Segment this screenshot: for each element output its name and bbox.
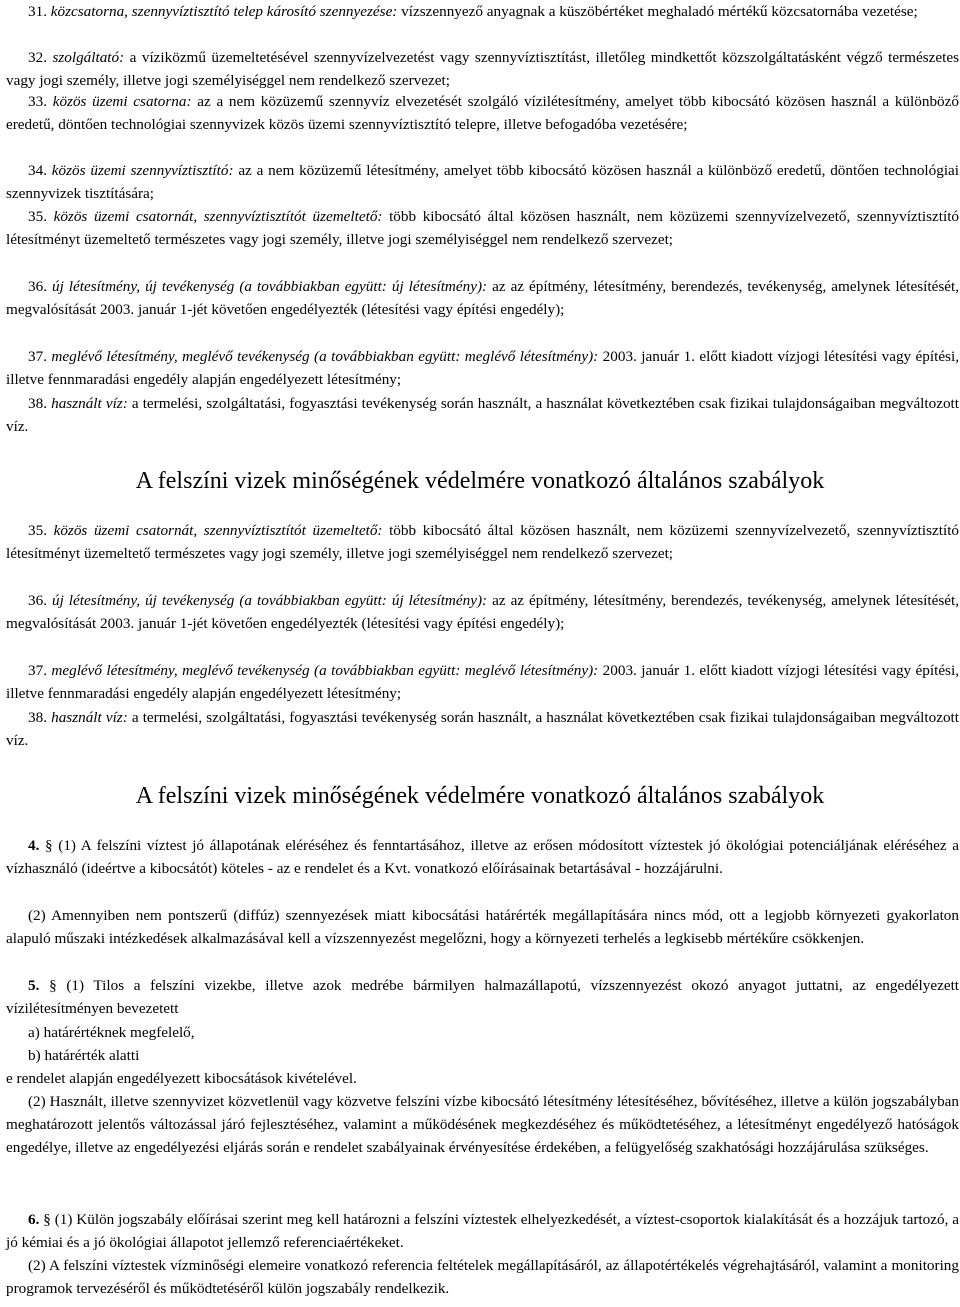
list-label: a) xyxy=(28,1024,40,1041)
paragraph-6 xyxy=(6,1208,959,1254)
definition-text: vízszennyező anyagnak a küszöbértéket meghaladó mértékű közcsatornába vezetése; xyxy=(397,3,918,20)
definition-number: 32. xyxy=(28,49,47,66)
definition-number: 35. xyxy=(28,522,47,539)
definition-text: a termelési, szolgáltatási, fogyasztási tevékenység során használt, a használat következtében csak fizikai tulajdonságaiban megváltozott víz. xyxy=(6,395,959,436)
definition-text: az a nem közüzemű szennyvíz elvezetését szolgáló vízilétesítmény, amelyet több kibocsátó közösen használ a különböző eredetű, döntően technológiai szennyvizek közös üzemi szennyvíztisztító telepre, illetve befogadóba vezetésére; xyxy=(6,93,959,134)
paragraph-6-2: (2) A felszíni víztestek vízminőségi elemeire vonatkozó referencia feltételek megállapításáról, az állapotértékelés végrehajtásáról, valamint a monitoring programok tervezéséről és működtetéséről külön jogszabály rendelkezik. xyxy=(6,1257,959,1298)
paragraph-number: 4. xyxy=(28,837,40,854)
definition-number: 38. xyxy=(28,709,47,726)
definition-text: a víziközmű üzemeltetésével szennyvízelvezetést vagy szennyvíztisztítást, illetőleg mindkettőt közszolgáltatásként végző természetes vagy jogi személy, illetve jogi személyiséggel nem rendelkező szervezet; xyxy=(6,49,959,90)
paragraph-text: (1) Tilos a felszíni vizekbe, illetve azok medrébe bármilyen halmazállapotú, vízszennyezést okozó anyagot juttatni, az engedélyezett vízilétesítményen bevezetett xyxy=(6,977,960,1018)
definition-number: 37. xyxy=(28,348,47,365)
definition-number: 38. xyxy=(28,395,47,412)
definition-text: több kibocsátó által közösen használt, nem közüzemi szennyvízelvezető, szennyvíztisztító létesítményt üzemeltető természetes vagy jogi személy, illetve jogi személyiséggel nem rendelkező szervezet; xyxy=(6,208,960,249)
section-sign: § xyxy=(49,977,57,994)
definition-text: az a nem közüzemű létesítmény, amelyet több kibocsátó közösen használ a különböző eredetű, döntően technológiai szennyvizek tisztítására; xyxy=(6,162,960,203)
definition-38-repeat xyxy=(6,706,959,752)
section-sign: § xyxy=(45,837,53,854)
list-item-b xyxy=(28,1044,960,1067)
definition-text: 2003. január 1. előtt kiadott vízjogi létesítési vagy építési, illetve fennmaradási engedély alapján engedélyezett létesítmény; xyxy=(6,662,959,703)
section-heading-repeat: A felszíni vizek minőségének védelmére vonatkozó általános szabályok xyxy=(135,783,825,809)
paragraph-4-2: (2) Amennyiben nem pontszerű (diffúz) szennyezések miatt kibocsátási határérték megállapítására nincs mód, ott a legjobb környezeti gyakorlaton alapuló műszaki intézkedések alkalmazásával kell a vízszennyezést megelőzni, hogy a környezeti terhelés a legkisebb mértékűre csökkenjen. xyxy=(6,907,959,948)
paragraph-text: (1) A felszíni víztest jó állapotának eléréséhez és fenntartásához, illetve az erősen módosított víztestek jó ökológiai potenciáljának eléréséhez a vízhasználó (ideértve a kibocsátót) köteles - az e rendelet és a Kvt. vonatkozó előírásainak betartásával - hozzájárulni. xyxy=(6,837,960,878)
list-item-a xyxy=(28,1021,960,1044)
definition-38 xyxy=(6,392,959,438)
definition-36 xyxy=(6,275,959,321)
definition-term: használt víz: xyxy=(51,395,128,412)
paragraph-number: 6. xyxy=(28,1211,40,1228)
paragraph-5-end: e rendelet alapján engedélyezett kibocsátások kivételével. xyxy=(6,1070,357,1087)
definition-text: több kibocsátó által közösen használt, nem közüzemi szennyvízelvezető, szennyvíztisztító létesítményt üzemeltető természetes vagy jogi személy, illetve jogi személyiséggel nem rendelkező szervezet; xyxy=(6,522,960,563)
definition-term: közös üzemi csatornát, szennyvíztisztítót üzemeltető: xyxy=(53,522,383,539)
definition-35 xyxy=(6,205,959,251)
paragraph-number: 5. xyxy=(28,977,40,994)
list-text: határértéknek megfelelő, xyxy=(39,1024,195,1041)
definition-number: 36. xyxy=(28,278,47,295)
paragraph-4 xyxy=(6,834,959,880)
definition-32 xyxy=(6,46,959,92)
definition-term: meglévő létesítmény, meglévő tevékenység (a továbbiakban együtt: meglévő létesítmény): xyxy=(51,348,599,365)
paragraph-5-2: (2) Használt, illetve szennyvizet közvetlenül vagy közvetve felszíni vízbe kibocsátó létesítmény létesítéséhez, bővítéséhez, illetve a külön jogszabályban meghatározott jelentős változással járó fejlesztéséhez, valamint a működésének megkezdéséhez és működtetéséhez, a létesítményt engedélyező hatóságok engedélye, illetve az engedélyezési eljárás során e rendelet szabályainak érvényesítése érdekében, a felügyelőség szakhatósági hozzájárulása szükséges. xyxy=(6,1093,959,1157)
definition-term: használt víz: xyxy=(51,709,128,726)
definition-number: 37. xyxy=(28,662,47,679)
definition-number: 31. xyxy=(28,3,47,20)
definition-number: 36. xyxy=(28,592,47,609)
list-text: határérték alatti xyxy=(40,1047,140,1064)
definition-term: meglévő létesítmény, meglévő tevékenység (a továbbiakban együtt: meglévő létesítmény): xyxy=(51,662,599,679)
definition-37-repeat xyxy=(6,659,959,705)
section-sign: § xyxy=(43,1211,51,1228)
definition-number: 33. xyxy=(28,93,47,110)
definition-term: közös üzemi csatorna: xyxy=(52,93,192,110)
definition-34 xyxy=(6,159,959,205)
definition-term: új létesítmény, új tevékenység (a továbbiakban együtt: új létesítmény): xyxy=(51,592,488,609)
definition-term: közös üzemi szennyvíztisztító: xyxy=(51,162,234,179)
definition-number: 34. xyxy=(28,162,47,179)
definition-36-repeat xyxy=(6,589,959,635)
definition-term: közcsatorna, szennyvíztisztító telep károsító szennyezése: xyxy=(50,3,398,20)
definition-term: szolgáltató: xyxy=(52,49,125,66)
definition-35-repeat xyxy=(6,519,959,565)
definition-33 xyxy=(6,90,959,136)
definition-term: új létesítmény, új tevékenység (a továbbiakban együtt: új létesítmény): xyxy=(51,278,488,295)
definition-text: 2003. január 1. előtt kiadott vízjogi létesítési vagy építési, illetve fennmaradási engedély alapján engedélyezett létesítmény; xyxy=(6,348,959,389)
definition-text: az az építmény, létesítmény, berendezés, tevékenység, amelynek létesítését, megvalósítását 2003. január 1-jét követően engedélyezték (létesítési vagy építési engedély); xyxy=(6,592,960,633)
definition-text: a termelési, szolgáltatási, fogyasztási tevékenység során használt, a használat következtében csak fizikai tulajdonságaiban megváltozott víz. xyxy=(6,709,959,750)
paragraph-5 xyxy=(6,974,959,1020)
definition-37 xyxy=(6,345,959,391)
paragraph-text: (1) Külön jogszabály előírásai szerint meg kell határozni a felszíni víztestek elhelyezkedését, a víztest-csoportok kialakítását és a hozzájuk tartozó, a jó kémiai és a jó ökológiai állapotot jellemző referenciaértékeket. xyxy=(6,1211,959,1252)
section-heading: A felszíni vizek minőségének védelmére vonatkozó általános szabályok xyxy=(135,468,825,494)
definition-term: közös üzemi csatornát, szennyvíztisztítót üzemeltető: xyxy=(53,208,383,225)
definition-number: 35. xyxy=(28,208,47,225)
definition-31 xyxy=(6,0,959,23)
list-label: b) xyxy=(28,1047,41,1064)
definition-text: az az építmény, létesítmény, berendezés, tevékenység, amelynek létesítését, megvalósítását 2003. január 1-jét követően engedélyezték (létesítési vagy építési engedély); xyxy=(6,278,960,319)
